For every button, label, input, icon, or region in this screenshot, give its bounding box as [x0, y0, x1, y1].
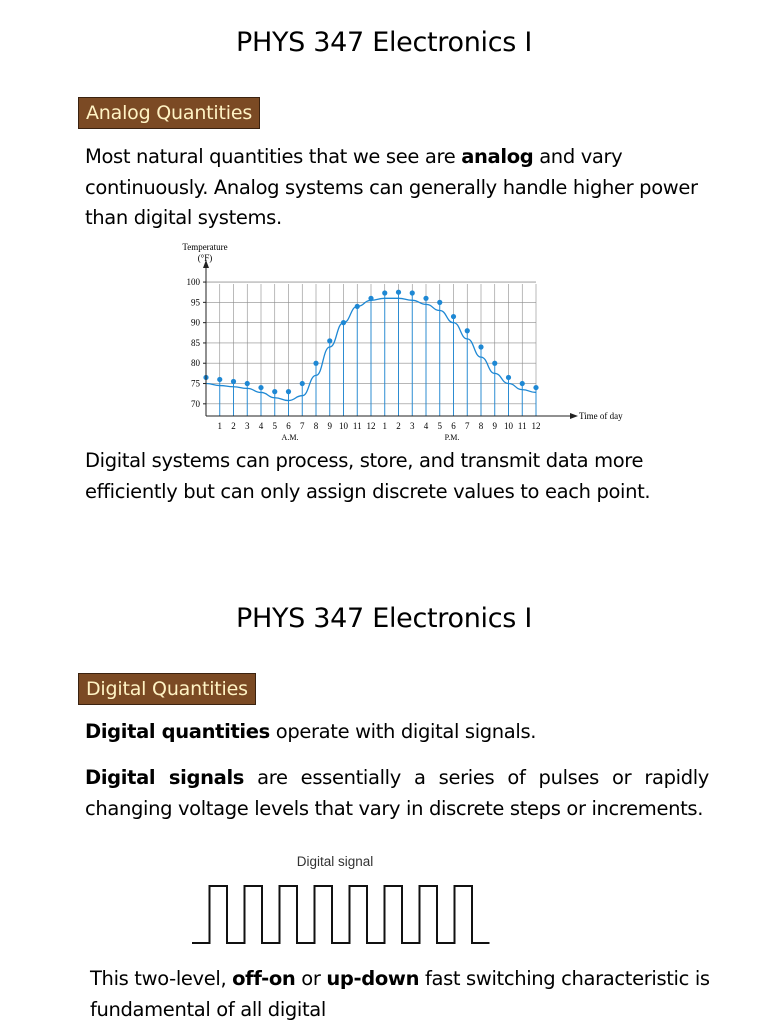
- data-point: [327, 338, 332, 343]
- chart-y-tick-labels: [187, 277, 201, 409]
- data-point: [272, 389, 277, 394]
- x-tick-label: 3: [245, 421, 250, 431]
- digital-systems-paragraph: Digital systems can process, store, and transmit data more efficiently but can only assign discrete values to each point.: [85, 449, 651, 503]
- text-run: operate with digital signals.: [269, 720, 537, 743]
- data-point: [258, 385, 263, 390]
- data-point: [396, 290, 401, 295]
- y-tick-label: 85: [191, 337, 200, 348]
- text-run: are essentially a series of pulses or rapidly changing voltage levels that vary in discrete steps or increments.: [85, 766, 709, 820]
- data-point: [465, 328, 470, 333]
- pulse-waveform: [192, 886, 490, 943]
- x-tick-label: 3: [410, 421, 415, 431]
- text-run: Most natural quantities that we see are: [85, 145, 462, 168]
- x-tick-label: 4: [423, 421, 429, 431]
- data-point: [286, 389, 291, 394]
- data-point: [533, 385, 538, 390]
- x-tick-label: 5: [272, 421, 277, 431]
- bold-term: up-down: [326, 967, 420, 990]
- x-tick-label: 6: [451, 421, 456, 431]
- data-point: [245, 381, 250, 386]
- data-point: [313, 361, 318, 366]
- digital-signal-diagram: [180, 850, 525, 950]
- data-point: [492, 361, 497, 366]
- x-tick-label: 8: [478, 421, 484, 431]
- y-tick-label: 70: [191, 398, 200, 409]
- data-point: [437, 300, 442, 305]
- y-axis-label-line1: Temperature: [182, 242, 228, 252]
- bold-term: analog: [461, 145, 534, 168]
- text-run: and vary continuously. Analog systems can generally handle higher power than digital systems.: [85, 145, 698, 229]
- x-tick-label: 4: [258, 421, 264, 431]
- x-tick-label: 11: [517, 421, 527, 431]
- x-tick-label: 10: [339, 421, 348, 431]
- x-tick-label: 2: [396, 421, 401, 431]
- y-tick-label: 95: [191, 297, 200, 308]
- x-tick-label: 11: [352, 421, 362, 431]
- data-point: [368, 296, 373, 301]
- data-point: [300, 381, 305, 386]
- x-axis-label: Time of day: [579, 411, 623, 421]
- data-point: [231, 379, 236, 384]
- y-tick-label: 75: [191, 378, 200, 389]
- chart-x-tick-labels: [218, 421, 541, 431]
- temperature-chart: [170, 238, 640, 443]
- bold-term: Digital quantities: [85, 720, 270, 743]
- digital-signal-label: Digital signal: [296, 854, 374, 869]
- slide-title: PHYS 347 Electronics I: [235, 27, 533, 58]
- x-tick-label: 10: [504, 421, 513, 431]
- x-tick-label: 12: [531, 421, 541, 431]
- x-tick-label: 2: [231, 421, 236, 431]
- x-tick-label: 7: [465, 421, 470, 431]
- digital-quantities-paragraph: [85, 717, 705, 748]
- data-point: [478, 344, 483, 349]
- x-tick-label: 6: [286, 421, 291, 431]
- am-label: A.M.: [281, 433, 299, 442]
- x-tick-label: 1: [382, 421, 387, 431]
- x-tick-label: 9: [327, 421, 332, 431]
- y-tick-label: 80: [191, 358, 200, 369]
- x-tick-label: 12: [366, 421, 376, 431]
- text-run: fast switching characteristic is fundamental of all digital: [90, 967, 710, 1021]
- data-point: [341, 320, 346, 325]
- data-point: [355, 304, 360, 309]
- chart-stems: [206, 292, 536, 416]
- pm-label: P.M.: [444, 433, 460, 442]
- digital-signals-paragraph: [85, 763, 709, 824]
- x-tick-label: 9: [492, 421, 497, 431]
- y-tick-label: 100: [186, 277, 200, 288]
- data-point: [382, 290, 387, 295]
- x-tick-label: 8: [313, 421, 319, 431]
- chart-axes: [203, 260, 578, 419]
- section-tag-analog: Analog Quantities: [78, 97, 260, 129]
- y-axis-label-line2: (°F): [197, 253, 213, 263]
- text-run: or: [295, 967, 327, 990]
- section-tag-digital: Digital Quantities: [78, 673, 256, 705]
- x-tick-label: 7: [300, 421, 305, 431]
- y-tick-label: 90: [191, 317, 200, 328]
- slide-title: PHYS 347 Electronics I: [235, 603, 533, 634]
- x-axis-arrow: [570, 413, 578, 419]
- data-point: [410, 290, 415, 295]
- data-point: [217, 377, 222, 382]
- switching-paragraph: [90, 964, 730, 1025]
- data-point: [423, 296, 428, 301]
- analog-paragraph: [85, 142, 705, 234]
- bold-term: off-on: [232, 967, 296, 990]
- text-run: This two-level,: [90, 967, 233, 990]
- data-point: [520, 381, 525, 386]
- x-tick-label: 5: [437, 421, 442, 431]
- data-point: [506, 375, 511, 380]
- bold-term: Digital signals: [85, 766, 245, 789]
- x-tick-label: 1: [217, 421, 222, 431]
- data-point: [451, 314, 456, 319]
